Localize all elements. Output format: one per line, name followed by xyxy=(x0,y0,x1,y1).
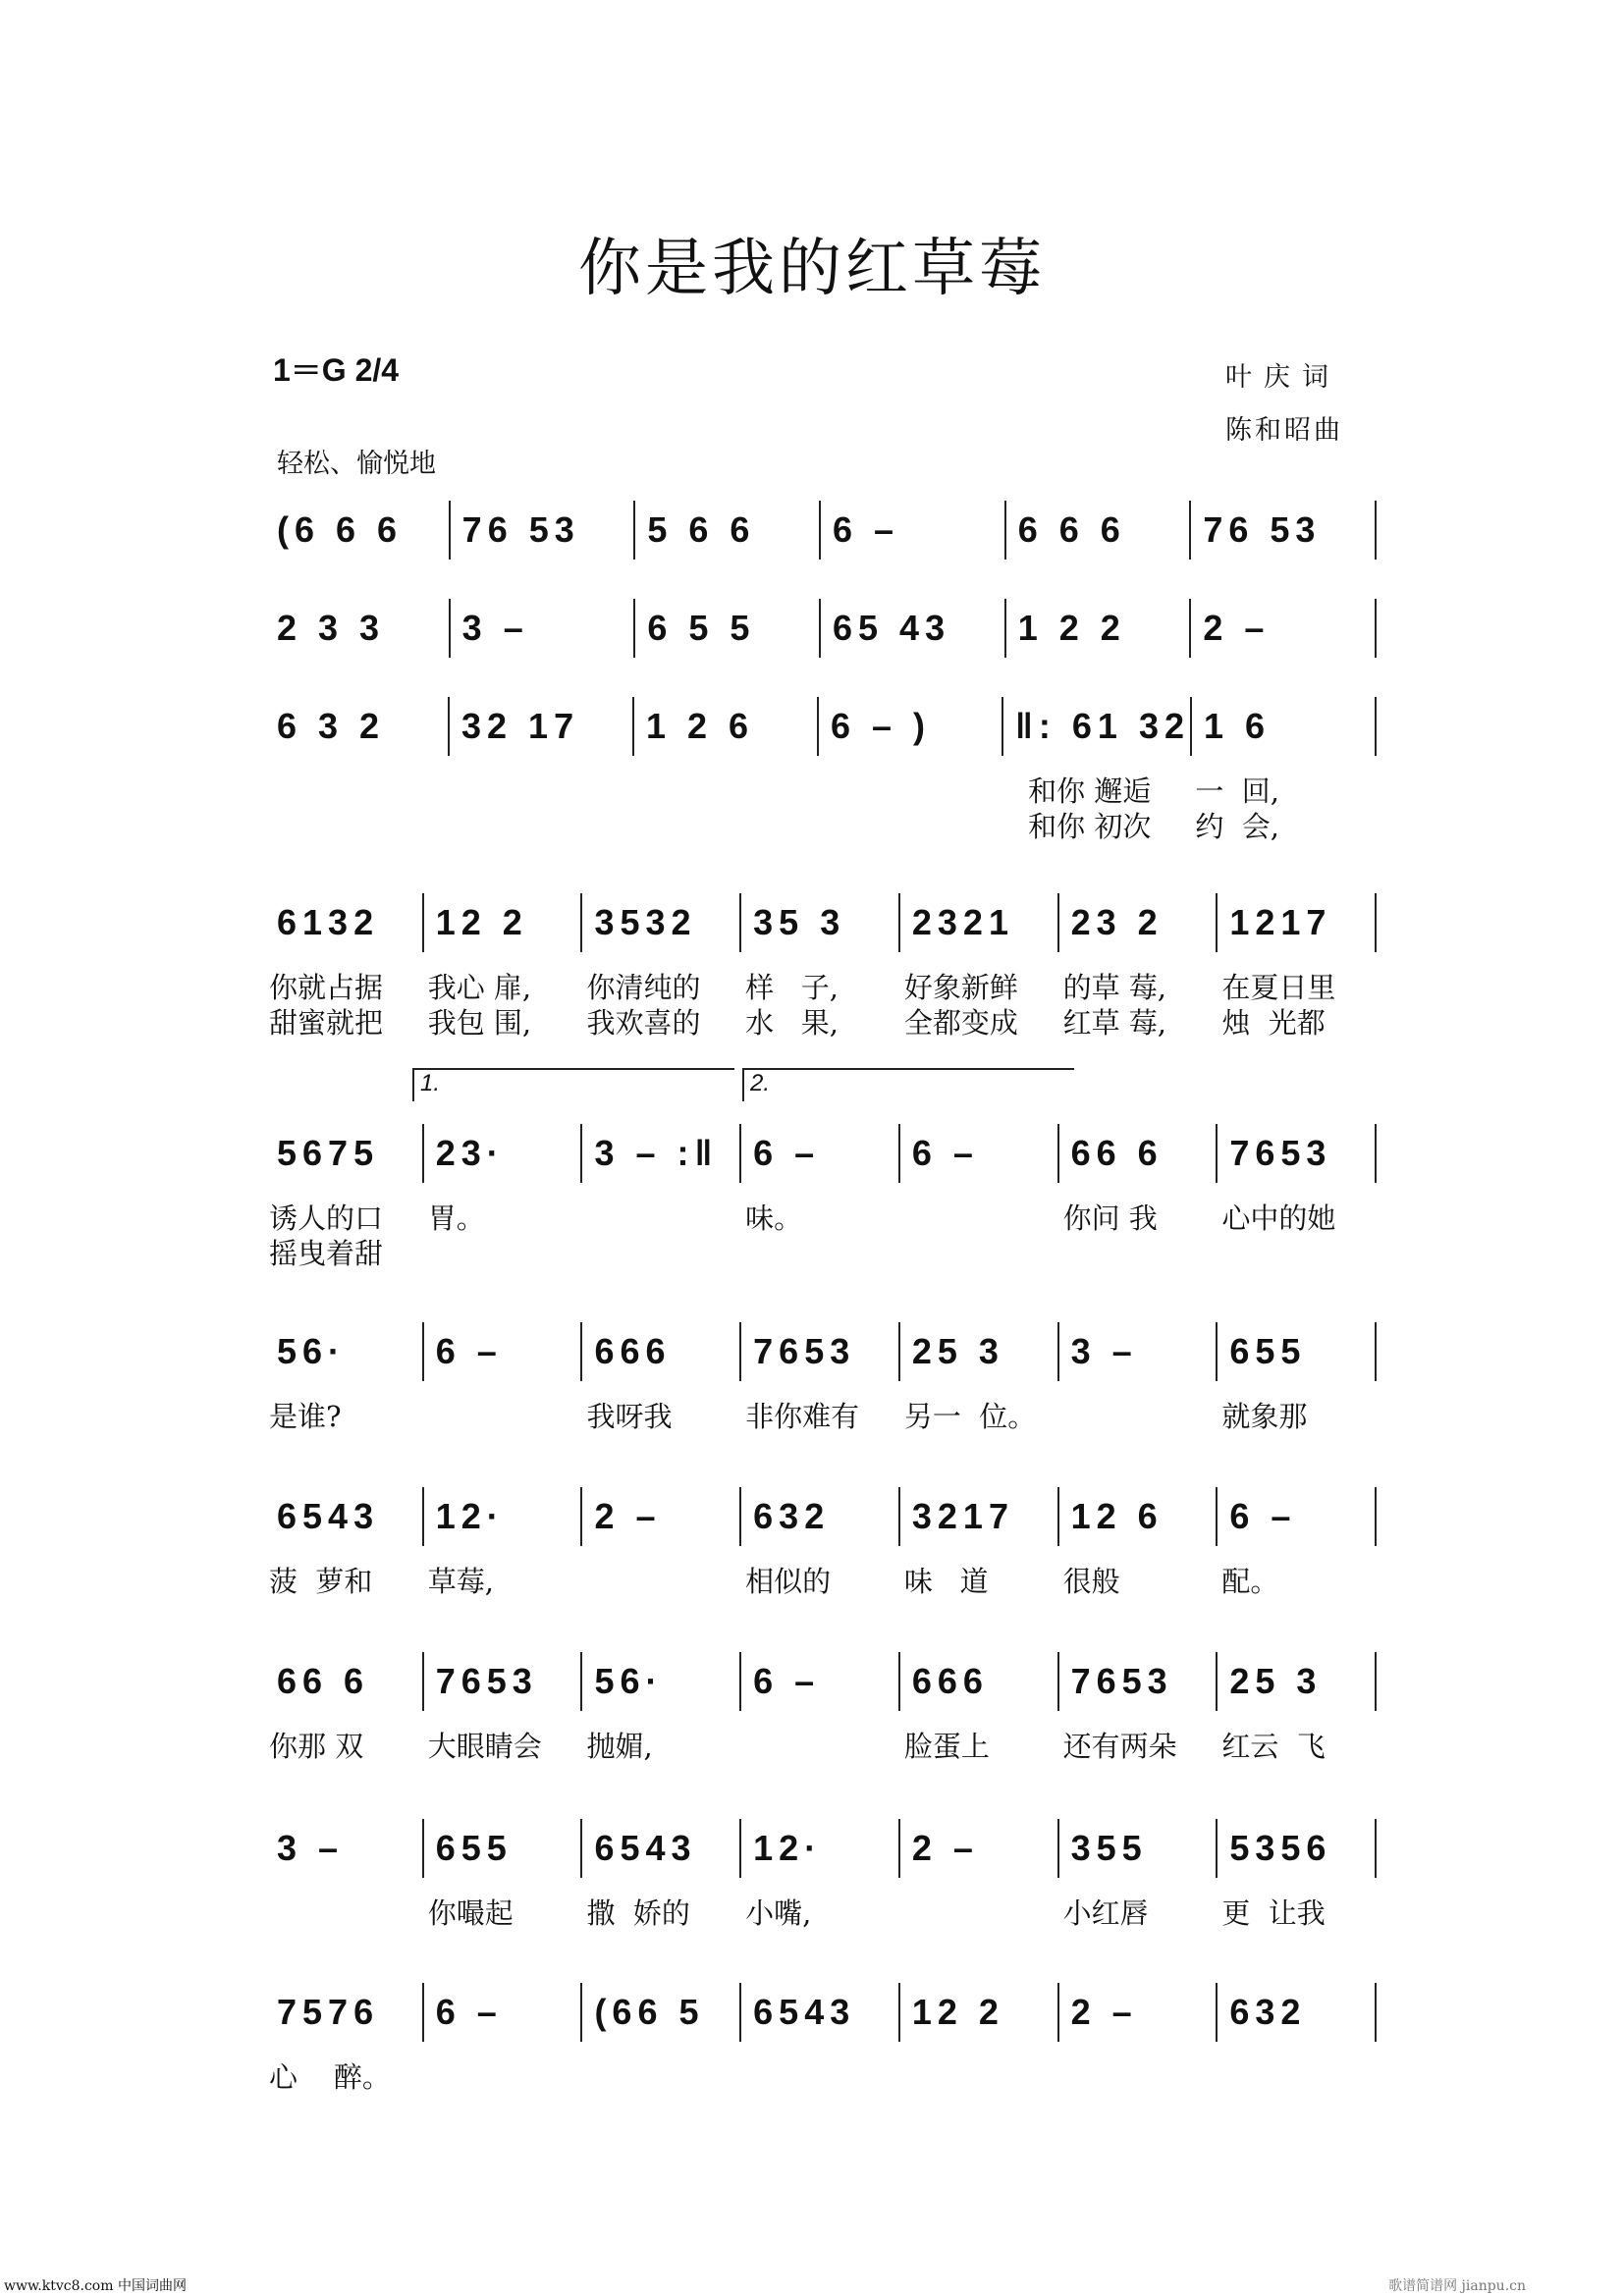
first-ending-bracket: 1. xyxy=(412,1068,734,1101)
lyric-syllables: 全都变成 xyxy=(903,1006,1018,1040)
lyric-syllables: 烛 光都 xyxy=(1221,1006,1326,1040)
lyric-syllables: 你清纯的 xyxy=(586,971,701,1004)
measure: 2 – xyxy=(582,1487,741,1546)
measure: 7653 xyxy=(1218,1124,1377,1183)
measure: 666 xyxy=(582,1322,741,1381)
measure: 6543 xyxy=(265,1487,424,1546)
score-row xyxy=(265,1322,1377,1434)
score-row xyxy=(265,893,1377,1041)
lyric-syllables xyxy=(424,1236,583,1271)
measure: 12 2 xyxy=(900,1983,1059,2042)
lyric-syllables xyxy=(900,2059,1059,2095)
lyric-syllables xyxy=(821,774,1006,809)
measure: 3 – :‖ xyxy=(582,1124,741,1183)
lyric-syllables xyxy=(451,809,636,844)
measure: 2321 xyxy=(900,893,1059,952)
lyric-syllables xyxy=(635,774,821,809)
measure: 5675 xyxy=(265,1124,424,1183)
measure: 2 – xyxy=(1059,1983,1218,2042)
lyric-syllables: 甜蜜就把 xyxy=(269,1006,384,1040)
lyric-syllables: 是谁? xyxy=(269,1400,342,1433)
measure: 6 – xyxy=(741,1124,900,1183)
lyric-syllables: 我欢喜的 xyxy=(586,1006,701,1040)
lyric-syllables: 味。 xyxy=(745,1201,803,1235)
lyrics-line xyxy=(265,2059,1377,2095)
lyric-syllables xyxy=(821,809,1006,844)
lyric-syllables: 菠 萝和 xyxy=(269,1565,373,1598)
measure: 56· xyxy=(582,1652,741,1711)
lyric-syllables: 相似的 xyxy=(745,1565,832,1598)
lyric-syllables: 另一 位。 xyxy=(903,1400,1037,1433)
lyric-syllables xyxy=(1218,2059,1377,2095)
measure: 32 17 xyxy=(450,697,634,756)
measure: (66 5 xyxy=(582,1983,741,2042)
lyric-syllables: 水 果, xyxy=(745,1006,839,1040)
lyric-syllables xyxy=(635,809,821,844)
lyric-syllables xyxy=(1059,1399,1218,1434)
measure: 76 53 xyxy=(1191,501,1377,560)
measure: 7653 xyxy=(1059,1652,1218,1711)
lyric-syllables xyxy=(582,1564,741,1599)
measure: 23 2 xyxy=(1059,893,1218,952)
measure: 6 – xyxy=(900,1124,1059,1183)
measure: 2 3 3 xyxy=(265,599,451,658)
lyrics-line xyxy=(265,970,1377,1005)
lyric-syllables: 好象新鲜 xyxy=(903,971,1018,1004)
lyrics-line xyxy=(265,1236,1377,1271)
score-row xyxy=(265,1652,1377,1764)
measure: 6543 xyxy=(582,1819,741,1878)
lyric-syllables xyxy=(265,1896,424,1931)
measure: 355 xyxy=(1059,1819,1218,1878)
measure: 2 – xyxy=(900,1819,1059,1878)
lyric-syllables xyxy=(1218,1236,1377,1271)
measure: 25 3 xyxy=(1218,1652,1377,1711)
lyric-syllables: 大眼睛会 xyxy=(427,1730,542,1763)
measure: 6 – ) xyxy=(819,697,1003,756)
lyric-syllables xyxy=(900,1896,1059,1931)
notes-line xyxy=(265,501,1377,560)
second-ending-bracket: 2. xyxy=(742,1068,1074,1101)
lyric-syllables: 心 醉。 xyxy=(269,2060,391,2094)
score-row xyxy=(265,1983,1377,2095)
measure: 23· xyxy=(424,1124,583,1183)
lyric-syllables: 就象那 xyxy=(1221,1400,1308,1433)
lyric-syllables: 撒 娇的 xyxy=(586,1896,690,1930)
measure: 12 6 xyxy=(1059,1487,1218,1546)
measure: 65 43 xyxy=(821,599,1006,658)
measure: 3 – xyxy=(451,599,636,658)
lyric-syllables: 的草 莓, xyxy=(1062,971,1167,1004)
lyricist-credit: 叶庆词 xyxy=(1225,362,1340,393)
lyrics-line xyxy=(265,1201,1377,1236)
lyric-syllables xyxy=(582,1201,741,1236)
lyrics-line xyxy=(265,1896,1377,1931)
lyric-syllables: 配。 xyxy=(1221,1565,1279,1598)
measure: 3 – xyxy=(1059,1322,1218,1381)
lyric-syllables: 红草 莓, xyxy=(1062,1006,1167,1040)
lyric-syllables xyxy=(424,2059,583,2095)
measure: 3217 xyxy=(900,1487,1059,1546)
watermark-left: www.ktvc8.com 中国词曲网 xyxy=(4,2278,187,2294)
measure: 56· xyxy=(265,1322,424,1381)
lyric-syllables xyxy=(451,774,636,809)
lyric-syllables: 样 子, xyxy=(745,971,839,1004)
measure: ‖: 61 32 xyxy=(1003,697,1192,756)
lyric-syllables: 我心 扉, xyxy=(427,971,532,1004)
notes-line xyxy=(265,893,1377,952)
measure: 6 – xyxy=(821,501,1006,560)
measure: 66 6 xyxy=(265,1652,424,1711)
measure: 6 5 5 xyxy=(635,599,821,658)
lyric-syllables: 很般 xyxy=(1062,1565,1120,1598)
measure: 12· xyxy=(741,1819,900,1878)
song-title: 你是我的红草莓 xyxy=(578,233,1046,305)
lyric-syllables: 抛媚, xyxy=(586,1730,653,1763)
lyric-syllables: 还有两朵 xyxy=(1062,1730,1177,1763)
notes-line xyxy=(265,1983,1377,2042)
lyric-syllables xyxy=(265,774,451,809)
score-row xyxy=(265,1124,1377,1271)
lyric-syllables xyxy=(582,2059,741,2095)
measure: 6543 xyxy=(741,1983,900,2042)
lyric-syllables: 你那 双 xyxy=(269,1730,364,1763)
notes-line xyxy=(265,697,1377,756)
measure: 5356 xyxy=(1218,1819,1377,1878)
measure: 6 6 6 xyxy=(1006,501,1192,560)
notes-line xyxy=(265,599,1377,658)
measure: 76 53 xyxy=(451,501,636,560)
notes-line xyxy=(265,1124,1377,1183)
measure: 3 – xyxy=(265,1819,424,1878)
lyric-syllables: 和你 邂逅 xyxy=(1009,774,1152,808)
notes-line xyxy=(265,1487,1377,1546)
lyrics-line xyxy=(265,1399,1377,1434)
lyric-syllables: 你嘬起 xyxy=(427,1896,514,1930)
measure: 12 2 xyxy=(424,893,583,952)
lyric-syllables: 脸蛋上 xyxy=(903,1730,990,1763)
composer-credit: 陈和昭曲 xyxy=(1225,415,1343,446)
measure: 655 xyxy=(1218,1322,1377,1381)
measure: 3532 xyxy=(582,893,741,952)
measure: 6 – xyxy=(424,1322,583,1381)
measure: 655 xyxy=(424,1819,583,1878)
lyric-syllables: 你问 我 xyxy=(1062,1201,1158,1235)
measure: 7576 xyxy=(265,1983,424,2042)
measure: 632 xyxy=(1218,1983,1377,2042)
lyric-syllables: 非你难有 xyxy=(745,1400,860,1433)
lyrics-line xyxy=(265,1729,1377,1764)
measure: 7653 xyxy=(424,1652,583,1711)
measure: 1217 xyxy=(1218,893,1377,952)
notes-line xyxy=(265,1322,1377,1381)
lyric-syllables: 小红唇 xyxy=(1062,1896,1149,1930)
lyric-syllables: 小嘴, xyxy=(745,1896,812,1930)
watermark-right: 歌谱简谱网 jianpu.cn xyxy=(1388,2278,1526,2294)
notes-line xyxy=(265,1652,1377,1711)
lyrics-line xyxy=(265,1564,1377,1599)
lyric-syllables: 更 让我 xyxy=(1221,1896,1326,1930)
measure: 25 3 xyxy=(900,1322,1059,1381)
lyrics-line xyxy=(265,1005,1377,1041)
measure: 1 6 xyxy=(1192,697,1377,756)
measure: 6 – xyxy=(741,1652,900,1711)
measure: 6 3 2 xyxy=(265,697,450,756)
lyric-syllables xyxy=(582,1236,741,1271)
lyric-syllables xyxy=(741,2059,900,2095)
measure: 6132 xyxy=(265,893,424,952)
lyric-syllables: 约 会, xyxy=(1195,810,1280,843)
score-row xyxy=(265,697,1377,844)
measure: 66 6 xyxy=(1059,1124,1218,1183)
lyric-syllables xyxy=(900,1201,1059,1236)
lyric-syllables: 在夏日里 xyxy=(1221,971,1336,1004)
lyric-syllables xyxy=(741,1729,900,1764)
lyric-syllables xyxy=(741,1236,900,1271)
lyric-syllables: 心中的她 xyxy=(1221,1201,1336,1235)
lyric-syllables xyxy=(900,1236,1059,1271)
lyric-syllables: 草莓, xyxy=(427,1565,494,1598)
lyric-syllables: 你就占据 xyxy=(269,971,384,1004)
measure: 1 2 6 xyxy=(634,697,819,756)
measure: 6 – xyxy=(1218,1487,1377,1546)
lyric-syllables: 我呀我 xyxy=(586,1400,673,1433)
measure: 2 – xyxy=(1191,599,1377,658)
measure: 666 xyxy=(900,1652,1059,1711)
lyric-syllables: 一 回, xyxy=(1195,774,1280,808)
measure: 6 – xyxy=(424,1983,583,2042)
lyric-syllables: 味 道 xyxy=(903,1565,989,1598)
tempo-marking: 轻松、愉悦地 xyxy=(277,449,436,479)
lyric-syllables: 红云 飞 xyxy=(1221,1730,1326,1763)
lyric-syllables xyxy=(424,1399,583,1434)
notes-line xyxy=(265,1819,1377,1878)
lyric-syllables: 胃。 xyxy=(427,1201,485,1235)
lyric-syllables xyxy=(1059,1236,1218,1271)
measure: 1 2 2 xyxy=(1006,599,1192,658)
lyric-syllables: 和你 初次 xyxy=(1009,810,1152,843)
lyrics-line xyxy=(265,809,1377,844)
key-signature: 1＝G 2/4 xyxy=(273,352,400,388)
measure: 12· xyxy=(424,1487,583,1546)
measure: 7653 xyxy=(741,1322,900,1381)
measure: 35 3 xyxy=(741,893,900,952)
measure: 632 xyxy=(741,1487,900,1546)
lyrics-line xyxy=(265,774,1377,809)
lyric-syllables: 摇曳着甜 xyxy=(269,1237,384,1270)
lyric-syllables xyxy=(1059,2059,1218,2095)
measure: (6 6 6 xyxy=(265,501,451,560)
lyric-syllables: 我包 围, xyxy=(427,1006,532,1040)
measure: 5 6 6 xyxy=(635,501,821,560)
score-row xyxy=(265,1487,1377,1599)
score-row xyxy=(265,1819,1377,1931)
lyric-syllables: 诱人的口 xyxy=(269,1201,384,1235)
lyric-syllables xyxy=(265,809,451,844)
